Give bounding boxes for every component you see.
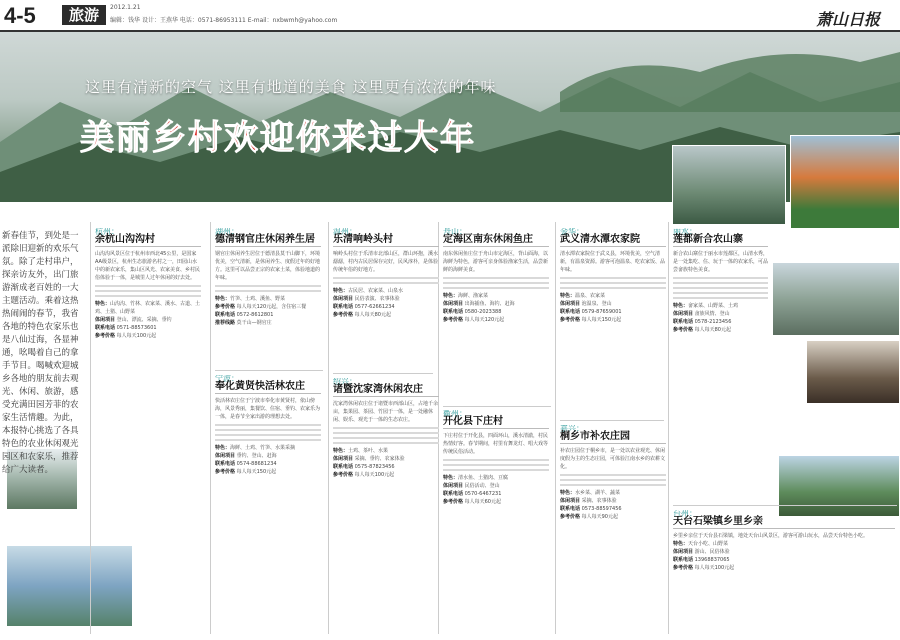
article-body: 沈家湾休闲农庄位于诸暨市西部山区，占地千余亩，集果园、茶园、竹园于一体，是一处融休闲、娱乐、观光于一体的生态农庄。	[333, 401, 439, 423]
article-title: 定海区南东休闲鱼庄	[443, 236, 549, 247]
article-region: 舟山：	[443, 228, 467, 236]
article-lishui: 丽水： 莲都新合农山寨 新合农山寨位于丽水市莲都区，山清水秀，是一处集吃、住、玩于一体的农家乐，可品尝畲族特色美食。 特色：畲家菜、山野菜、土鸡 体闲项目 畲族风情、登山 联系电话 0578-2123456 参考价格 每人每天80元起	[673, 228, 768, 333]
photo-autumn-village	[790, 135, 900, 229]
photo-pavilion	[778, 455, 900, 517]
article-quzhou: 衢州： 开化县下庄村 下庄村位于开化县，四面环山，溪水清澈，村民热情好客。春节期间，村里有舞龙灯、唱大戏等传统民俗活动。 特色：清水鱼、土猪肉、豆腐 体闲项目 民俗活动、登山 联系电话 0570-6467231 参考价格 每人每天60元起	[443, 410, 549, 505]
article-ningbo: 宁波： 奉化黄贤快活林农庄 快活林农庄位于宁波市奉化市黄贤村，依山傍海，风景秀丽，集餐饮、住宿、垂钓、农家乐为一体，是春节全家出游的理想去处。 特色：海鲜、土鸡、竹笋、水果采摘 体闲项目 垂钓、登山、赶海 联系电话 0574-88681234 参考价格 每人每天150元起	[215, 375, 321, 475]
article-region: 宁波：	[215, 375, 239, 383]
article-body: 乡里乡亲位于天台县石梁镇，地处天台山风景区，游客可游山玩水，品尝天台特色小吃。	[673, 533, 869, 539]
page-number: 4-5	[4, 3, 36, 28]
divider	[560, 420, 664, 421]
article-hangzhou: 杭州： 余杭山沟沟村 山沟沟风景区位于杭州市西北45公里，是国家AA级景区，杭州生态旅游名村之一，田园山水中的新农家乐，集山区风光、农家美食、乡村民俗体验于一体，是城里人过年休闲的好去处。 特色：山沟沟、竹林、农家菜、溪水、古道、土鸡、土猪、山野菜 体闲项目 登山、漂流、采摘、垂钓 联系电话 0571-88573601 参考价格 每人每天100元起	[95, 228, 201, 339]
article-title: 莲都新合农山寨	[673, 236, 768, 247]
editor: 编辑：钱华	[110, 17, 141, 24]
article-body: 清水潭农家院位于武义县，环境优美，空气清新，有温泉资源。游客可泡温泉、吃农家饭、品年味。	[560, 251, 666, 273]
divider	[328, 222, 329, 634]
article-title: 乐清响岭头村	[333, 236, 439, 247]
article-title: 桐乡市补农庄园	[560, 433, 666, 444]
header-meta-top	[110, 4, 141, 11]
divider	[215, 370, 323, 371]
article-body: 下庄村位于开化县，四面环山，溪水清澈，村民热情好客。春节期间，村里有舞龙灯、唱大戏等传统民俗活动。	[443, 433, 549, 455]
designer: 设计：王燕华	[141, 17, 178, 24]
article-title: 余杭山沟沟村	[95, 236, 201, 247]
article-body: 钢官庄休闲养生居位于德清县莫干山脚下，环境优美，空气清新，是休闲养生、度假过年的好地方。这里可以品尝正宗的农家土菜，体验地道的年味。	[215, 251, 321, 281]
article-region: 温州：	[333, 228, 357, 236]
phone: 电话：0571-86953111	[179, 17, 246, 24]
article-region: 绍兴：	[333, 378, 357, 386]
photo-lake-village	[6, 545, 133, 627]
divider	[443, 406, 551, 407]
article-zhoushan: 舟山： 定海区南东休闲鱼庄 南东休闲鱼庄位于舟山市定海区，背山面海，以海鲜为特色，游客可亲身体验渔家生活，品尝新鲜的海鲜美食。 特色：海鲜、渔家菜 体闲项目 出海捕鱼、海钓、赶海 联系电话 0580-2023388 参考价格 每人每天120元起	[443, 228, 549, 323]
divider	[210, 222, 211, 634]
hero-title: 美丽乡村欢迎你来过大年	[80, 118, 476, 158]
article-title: 天台石梁镇乡里乡亲	[673, 518, 895, 529]
article-jiaxing: 嘉兴： 桐乡市补农庄园 补农庄园位于桐乡市，是一处以农业观光、休闲度假为主的生态庄园，可体验江南水乡的农耕文化。 特色：水乡菜、湖羊、蔬菜 体闲项目 采摘、农事体验 联系电话 0573-88597456 参考价格 每人每天90元起	[560, 425, 666, 520]
photo-mountain-houses	[772, 262, 900, 336]
article-region: 杭州：	[95, 228, 119, 236]
section-label: 旅游	[62, 5, 106, 25]
intro-text: 新春佳节，到处是一派除旧迎新的欢乐气氛。除了走村串户，探亲访友外，出门旅游渐成老百姓的一大主题活动。乘着这热热闹闹的春节，我省各地的特色农家乐也是八仙过海，各显神通，吆喝着自己的拿手节目。喝喊欢迎城乡各地的朋友前去观光、休闲、旅游，感受充满田园芳菲的农家生活情趣。为此，本报特心挑选了各具特色的农业休闲观光园区和农家乐，推荐给广大读者。	[2, 231, 79, 475]
email: E-mail：nxbwmh@yahoo.com	[247, 17, 338, 24]
article-body: 南东休闲鱼庄位于舟山市定海区，背山面海，以海鲜为特色，游客可亲身体验渔家生活，品尝新鲜的海鲜美食。	[443, 251, 549, 273]
article-region: 丽水：	[673, 228, 697, 236]
photo-eaves	[806, 340, 900, 404]
article-region: 嘉兴：	[560, 425, 584, 433]
article-title: 武义清水潭农家院	[560, 236, 666, 247]
article-shaoxing: 绍兴： 诸暨沈家湾休闲农庄 沈家湾休闲农庄位于诸暨市西部山区，占地千余亩，集果园、茶园、竹园于一体，是一处融休闲、娱乐、观光于一体的生态农庄。 特色：土鸡、茶叶、水果 体闲项目 采摘、垂钓、农家体验 联系电话 0575-87823456 参考价格 每人每天100元起	[333, 378, 439, 478]
article-body: 新合农山寨位于丽水市莲都区，山清水秀，是一处集吃、住、玩于一体的农家乐，可品尝畲族特色美食。	[673, 251, 768, 273]
article-wenzhou: 温州： 乐清响岭头村 响岭头村位于乐清市北部山区，群山环抱，溪水潺潺，村内古民居保存完好，民风淳朴，是体验传统年俗的好地方。 特色：古民居、农家菜、山泉水 体闲项目 民俗表演、农事体验 联系电话 0577-62661234 参考价格 每人每天80元起	[333, 228, 439, 318]
article-taizhou: 台州： 天台石梁镇乡里乡亲 乡里乡亲位于天台县石梁镇，地处天台山风景区，游客可游山玩水，品尝天台特色小吃。 特色：天台小吃、山野菜 体闲项目 游山、民俗体验 联系电话 13968837065 参考价格 每人每天100元起	[673, 510, 895, 630]
article-body: 补农庄园位于桐乡市，是一处以农业观光、休闲度假为主的生态庄园，可体验江南水乡的农耕文化。	[560, 448, 666, 470]
article-body: 快活林农庄位于宁波市奉化市黄贤村，依山傍海，风景秀丽，集餐饮、住宿、垂钓、农家乐为一体，是春节全家出游的理想去处。	[215, 398, 321, 420]
divider	[668, 222, 669, 634]
article-title: 诸暨沈家湾休闲农庄	[333, 386, 439, 397]
article-region: 台州：	[673, 510, 697, 518]
article-region: 湖州：	[215, 228, 239, 236]
divider	[673, 505, 897, 506]
article-title: 开化县下庄村	[443, 418, 549, 429]
photo-river-mountain	[672, 145, 786, 225]
hero-slogan: 这里有清新的空气 这里有地道的美食 这里更有浓浓的年味	[85, 78, 497, 96]
divider	[333, 373, 433, 374]
article-region: 衢州：	[443, 410, 467, 418]
header-meta-bottom	[110, 15, 337, 24]
newspaper-logo: 萧山日报	[815, 10, 880, 29]
issue-date: 2012.1.21	[110, 4, 141, 11]
article-region: 金华：	[560, 228, 584, 236]
article-title: 德清钢官庄休闲养生居	[215, 236, 321, 247]
article-huzhou: 湖州： 德清钢官庄休闲养生居 钢官庄休闲养生居位于德清县莫干山脚下，环境优美，空气清新，是休闲养生、度假过年的好地方。这里可以品尝正宗的农家土菜，体验地道的年味。 特色：竹笋、土鸡、溪鱼、野菜 参考价格 每人每天120元起，含住宿三餐 联系电话 0572-8612801 推荐线路 莫干山—钢官庄	[215, 228, 321, 326]
article-body: 响岭头村位于乐清市北部山区，群山环抱，溪水潺潺，村内古民居保存完好，民风淳朴，是体验传统年俗的好地方。	[333, 251, 439, 273]
page-header	[0, 0, 900, 32]
article-title: 奉化黄贤快活林农庄	[215, 383, 321, 394]
divider	[555, 222, 556, 634]
divider	[90, 222, 91, 634]
article-body: 山沟沟风景区位于杭州市西北45公里，是国家AA级景区，杭州生态旅游名村之一，田园山水中的新农家乐，集山区风光、农家美食、乡村民俗体验于一体，是城里人过年休闲的好去处。	[95, 251, 201, 281]
article-jinhua: 金华： 武义清水潭农家院 清水潭农家院位于武义县，环境优美，空气清新，有温泉资源。游客可泡温泉、吃农家饭、品年味。 特色：温泉、农家菜 体闲项目 泡温泉、登山 联系电话 0579-87659001 参考价格 每人每天150元起	[560, 228, 666, 323]
